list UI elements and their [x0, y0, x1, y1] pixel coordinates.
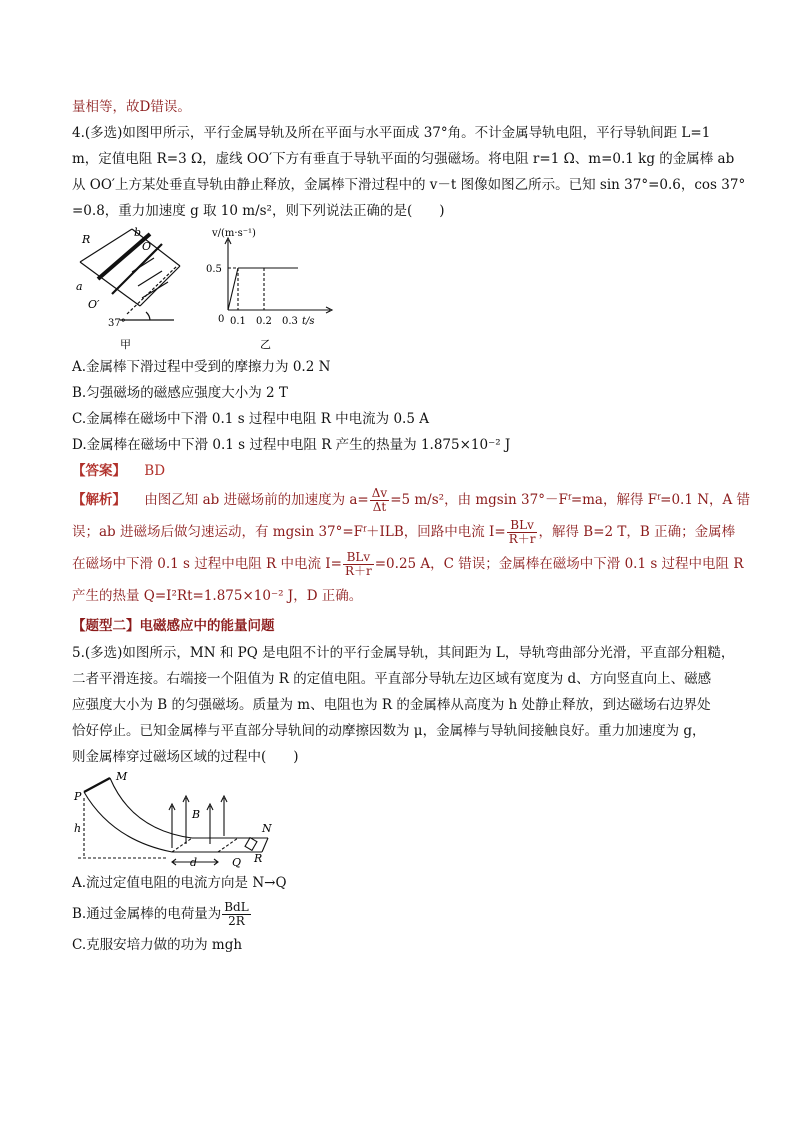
analysis-text-3b: =0.25 A，C 错误；金属棒在磁场中下滑 0.1 s 过程中电阻 R	[374, 556, 744, 572]
answer-value: BD	[144, 463, 166, 479]
fraction-blv-rr	[507, 519, 538, 546]
frac-num: BdL	[224, 900, 249, 914]
fraction-bdl-2r	[222, 901, 250, 928]
q5-option-b-text: B.通过金属棒的电荷量为	[72, 906, 222, 922]
analysis-line-4: 产生的热量 Q=I²Rt=1.875×10⁻² J，D 正确。	[72, 588, 363, 604]
q4-stem-line-4: =0.8，重力加速度 g 取 10 m/s²，则下列说法正确的是( )	[72, 203, 445, 219]
label-Q: Q	[232, 856, 242, 869]
q5-figure	[72, 770, 728, 870]
q5-stem-line-2: 二者平滑连接。右端接一个阻值为 R 的定值电阻。平直部分导轨左边区域有宽度为 d、方向竖直向上、磁感	[72, 671, 712, 687]
analysis-text-2a: 误；ab 进磁场后做匀速运动，有 mgsin 37°=Fᶠ＋ILB，回路中电流 I=	[72, 524, 506, 540]
frac-den: R＋r	[344, 564, 372, 578]
question-4	[72, 120, 751, 612]
previous-answer-tail: 量相等，故D错误。	[72, 99, 191, 115]
q5-stem-line-4: 恰好停止。已知金属棒与平直部分导轨间的动摩擦因数为 μ，金属棒与导轨间接触良好。重力加速度为 g，	[72, 723, 706, 739]
q4-stem-line-1: 4.(多选)如图甲所示，平行金属导轨及所在平面与水平面成 37°角。不计金属导轨电阻，平行导轨间距 L=1	[72, 125, 711, 141]
axis-ylabel: v/(m·s⁻¹)	[212, 228, 256, 239]
analysis-text-1a: 由图乙知 ab 进磁场前的加速度为 a=	[144, 492, 369, 508]
tick-x-0.1: 0.1	[230, 316, 246, 327]
q5-option-b	[72, 896, 728, 932]
axis-xlabel: t/s	[302, 316, 315, 327]
q4-option-a: A.金属棒下滑过程中受到的摩擦力为 0.2 N	[72, 359, 331, 375]
label-O: O	[142, 240, 152, 253]
label-N: N	[262, 822, 272, 835]
caption-jia: 甲	[120, 338, 131, 351]
analysis-text-1b: =5 m/s²，由 mgsin 37°－Fᶠ=ma，解得 Fᶠ=0.1 N，A 错	[390, 492, 751, 508]
frac-num: BLv	[343, 551, 374, 565]
fraction-dv-dt	[370, 487, 389, 514]
label-O-prime: O′	[88, 298, 100, 311]
tick-y-0.5: 0.5	[206, 264, 222, 275]
analysis-line-3	[72, 548, 744, 580]
label-d: d	[190, 856, 198, 869]
label-h: h	[74, 822, 82, 835]
answer-label: 【答案】	[72, 463, 126, 479]
tick-origin: 0	[218, 314, 225, 325]
q4-answer	[72, 458, 728, 484]
q5-stem-line-3: 应强度大小为 B 的匀强磁场。质量为 m、电阻也为 R 的金属棒从高度为 h 处静止释放，到达磁场右边界处	[72, 697, 711, 713]
tick-x-0.2: 0.2	[256, 316, 272, 327]
label-R: R	[254, 852, 263, 865]
analysis-line-2	[72, 516, 736, 548]
q5-stem-line-1: 5.(多选)如图所示，MN 和 PQ 是电阻不计的平行金属导轨，其间距为 L，导轨弯曲部分光滑，平直部分粗糙，	[72, 645, 735, 661]
q4-option-d: D.金属棒在磁场中下滑 0.1 s 过程中电阻 R 产生的热量为 1.875×10⁻² J	[72, 437, 511, 453]
label-a: a	[76, 280, 83, 293]
frac-num: BLv	[507, 519, 538, 533]
caption-yi: 乙	[260, 338, 271, 351]
q4-figures	[72, 224, 728, 354]
q4-option-b: B.匀强磁场的磁感应强度大小为 2 T	[72, 385, 288, 401]
label-angle: 37°	[108, 318, 126, 329]
analysis-text-2b: ，解得 B=2 T，B 正确；金属棒	[538, 524, 736, 540]
q5-stem-line-5: 则金属棒穿过磁场区域的过程中( )	[72, 749, 299, 765]
q4-analysis	[72, 484, 751, 612]
analysis-line-1	[72, 484, 751, 516]
section-title: 【题型二】电磁感应中的能量问题	[72, 618, 275, 634]
q4-stem-line-3: 从 OO′上方某处垂直导轨由静止释放，金属棒下滑过程中的 v－t 图像如图乙所示。已知 sin 37°=0.6，cos 37°	[72, 177, 746, 193]
figure-rails	[72, 770, 282, 870]
q5-option-c: C.克服安培力做的功为 mgh	[72, 937, 243, 953]
figure-jia	[72, 224, 192, 354]
frac-den: R＋r	[508, 532, 536, 546]
frac-den: Δt	[372, 500, 387, 514]
label-b: b	[134, 226, 142, 239]
label-R: R	[82, 233, 91, 246]
label-B: B	[192, 808, 201, 821]
label-M: M	[116, 770, 128, 783]
analysis-label: 【解析】	[72, 492, 126, 508]
tick-x-0.3: 0.3	[282, 316, 298, 327]
page-content	[72, 94, 751, 958]
analysis-text-3a: 在磁场中下滑 0.1 s 过程中电阻 R 中电流 I=	[72, 556, 342, 572]
frac-den: 2R	[228, 914, 245, 928]
q5-option-a: A.流过定值电阻的电流方向是 N→Q	[72, 875, 287, 891]
question-5	[72, 640, 735, 958]
q4-option-c: C.金属棒在磁场中下滑 0.1 s 过程中电阻 R 中电流为 0.5 A	[72, 411, 429, 427]
figure-yi	[198, 224, 348, 354]
frac-num: Δv	[371, 486, 388, 500]
label-P: P	[74, 790, 82, 803]
fraction-blv-rr-2	[343, 551, 374, 578]
q4-stem-line-2: m，定值电阻 R=3 Ω，虚线 OO′下方有垂直于导轨平面的匀强磁场。将电阻 r=1 Ω、m=0.1 kg 的金属棒 ab	[72, 151, 735, 167]
